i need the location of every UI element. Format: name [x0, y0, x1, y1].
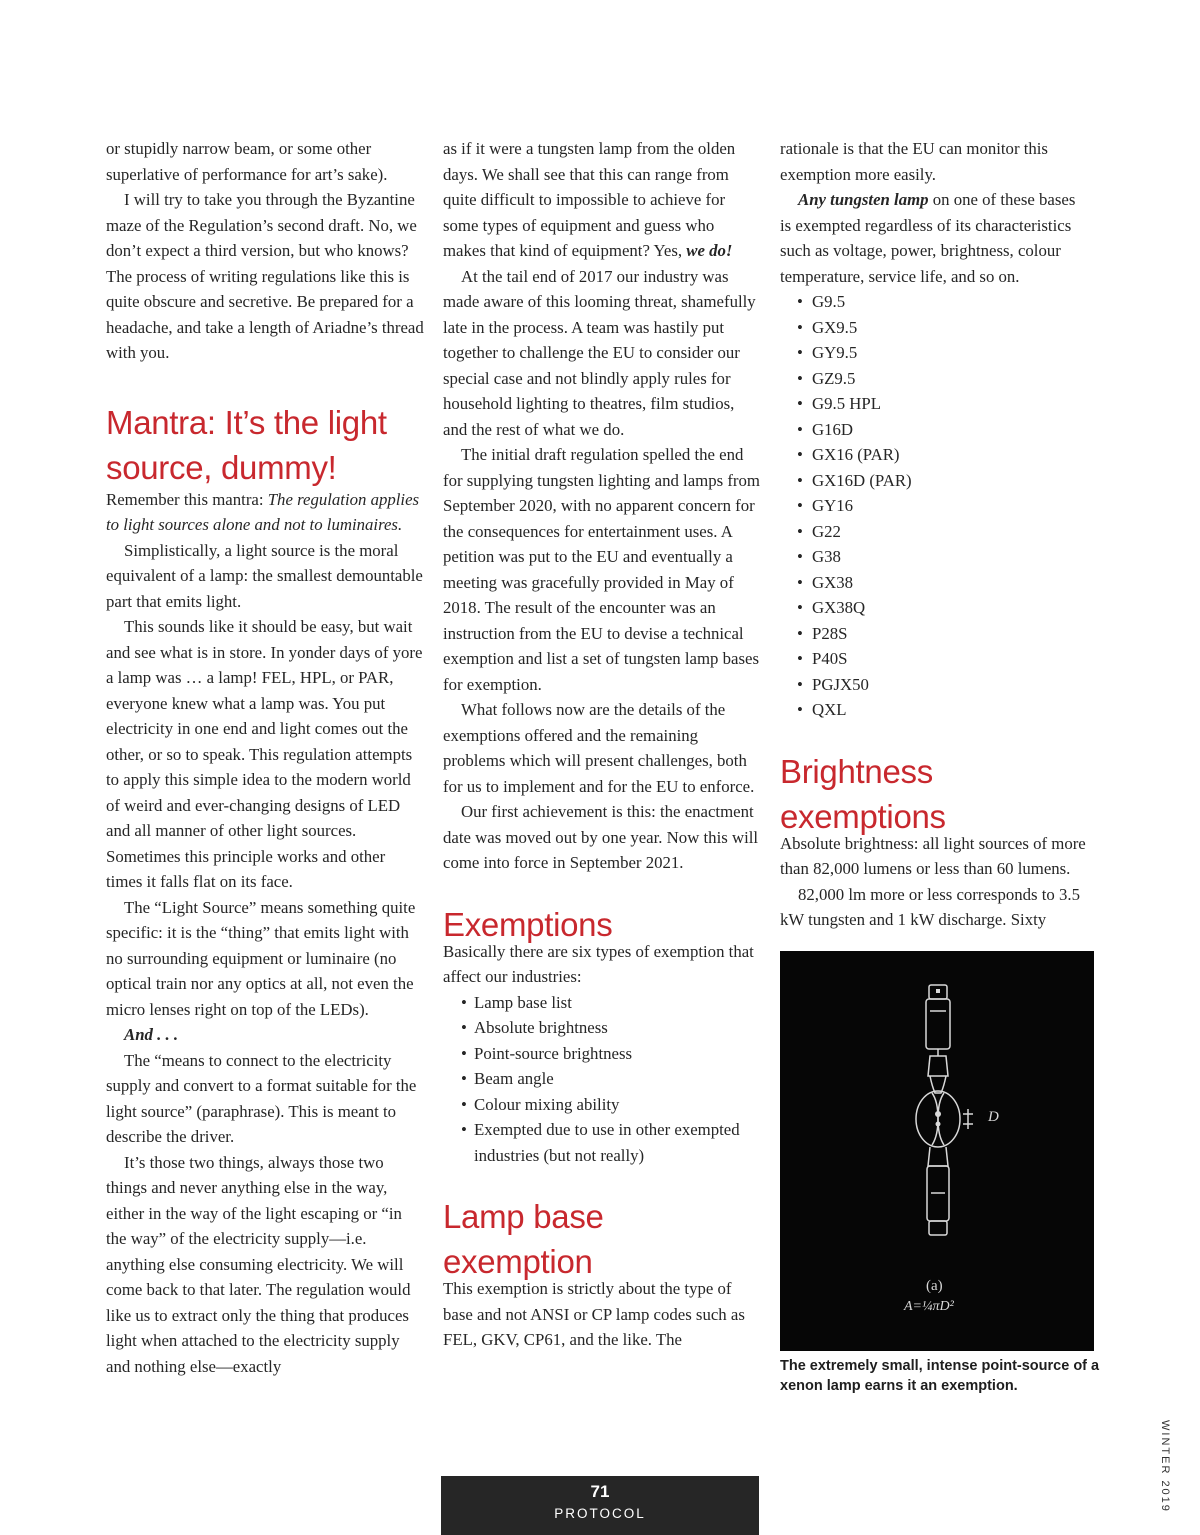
paragraph: This sounds like it should be easy, but wait and see what is in store. In yonder days of yore a lamp was … a lamp! FEL, HPL, or PAR, everyone knew what a lamp was. You put electricity in one end and light comes out the other, or so to speak. This regulation attempts to apply this simple idea to the modern world of weird and ever-changing designs of LED and all manner of other light sources. Sometimes this principle works and other times it falls flat on its face.: [106, 617, 423, 891]
bullet-icon: •: [461, 1120, 467, 1139]
bullet-icon: •: [461, 1094, 467, 1114]
list-item: • Absolute brightness: [443, 1015, 761, 1041]
bullet-icon: •: [797, 674, 803, 694]
mantra-quote: The regulation applies to light sources alone and not to luminaires.: [106, 489, 420, 534]
area-formula: A=¼πD²: [904, 1299, 954, 1314]
bullet-icon: •: [797, 623, 803, 643]
paragraph: The “Light Source” means something quite specific: it is the “thing” that emits light with no surrounding equipment or luminaire (no optical train nor any optics at all, not even the micro lenses right on top of the LEDs).: [106, 897, 416, 1019]
lamp-base-item: • PGJX50: [780, 672, 1090, 698]
bullet-icon: •: [797, 419, 803, 439]
bullet-icon: •: [461, 992, 467, 1012]
paragraph: This exemption is strictly about the type of base and not ANSI or CP lamp codes such as FEL, GKV, CP61, and the like. The: [443, 1279, 745, 1349]
section-heading-lamp-base: Lamp base exemption: [443, 1198, 604, 1280]
paragraph: [443, 136, 761, 264]
page-footer: [441, 1476, 759, 1535]
column-3: [780, 136, 1090, 933]
paragraph: or stupidly narrow beam, or some other superlative of performance for art’s sake).: [106, 139, 388, 184]
bullet-icon: •: [797, 547, 803, 566]
paragraph: What follows now are the details of the exemptions offered and the remaining problems which will present challenges, both for us to implement and for the EU to enforce.: [443, 700, 755, 796]
issue-label: [1159, 1420, 1171, 1513]
paragraph: Our first achievement is this: the enactment date was moved out by one year. Now this will come into force in September 2021.: [443, 802, 759, 872]
lamp-base-item: • GX16 (PAR): [780, 442, 1090, 468]
paragraph: The initial draft regulation spelled the end for supplying tungsten lighting and lamps from September 2020, with no apparent concern for the consequences for entertainment uses. A petition was put to the EU and eventually a meeting was gracefully provided in May of 2018. The result of the encounter was an instruction from the EU to devise a technical exemption and list a set of tungsten lamp bases for exemption.: [443, 445, 760, 694]
list-item: • Point-source brightness: [443, 1041, 761, 1067]
lamp-base-item: • GX16D (PAR): [780, 468, 1090, 494]
lamp-base-item: • G38: [780, 544, 1090, 570]
publication-name: PROTOCOL: [554, 1506, 646, 1521]
column-1: [106, 136, 424, 1379]
bullet-icon: •: [797, 394, 803, 413]
any-tungsten-emphasis: Any tungsten lamp: [798, 190, 929, 209]
bullet-icon: •: [797, 445, 803, 464]
lamp-base-item: • GZ9.5: [780, 366, 1090, 392]
lamp-base-item: • GY16: [780, 493, 1090, 519]
bullet-icon: •: [797, 368, 803, 388]
lamp-base-list: [780, 289, 1090, 723]
paragraph: rationale is that the EU can monitor this exemption more easily.: [780, 139, 1048, 184]
xenon-lamp-figure: [780, 951, 1094, 1351]
figure-caption: The extremely small, intense point-source of a xenon lamp earns it an exemption.: [780, 1358, 1100, 1394]
bullet-icon: •: [797, 343, 803, 362]
bullet-icon: •: [461, 1069, 467, 1088]
list-item: • Lamp base list: [443, 990, 761, 1016]
lamp-base-item: • GX38Q: [780, 595, 1090, 621]
section-heading-mantra: Mantra: It’s the light source, dummy!: [106, 403, 387, 486]
paragraph: Any tungsten lamp on one of these bases is exempted regardless of its characteristics such as voltage, power, brightness, colour temperature, service life, and so on.: [780, 190, 1076, 286]
bullet-icon: •: [797, 496, 803, 515]
paragraph: It’s those two things, always those two things and never anything else in the way, either in the way of the light escaping or “in the way” of the electricity supply—i.e. anything else consuming electricity. We will come back to that later. The regulation would like us to extract only the thing that produces light when attached to the electricity supply and nothing else—exactly: [106, 1152, 411, 1376]
lamp-base-item: • QXL: [780, 697, 1090, 723]
paragraph: At the tail end of 2017 our industry was made aware of this looming threat, shamefully late in the process. A team was hastily put together to challenge the EU to consider our special case and not blindly apply rules for household lighting to theatres, film studios, and the rest of what we do.: [443, 266, 756, 439]
bullet-icon: •: [797, 649, 803, 668]
bullet-icon: •: [797, 292, 803, 311]
lamp-base-item: • P40S: [780, 646, 1090, 672]
issue-text: WINTER 2019: [1159, 1420, 1171, 1513]
column-2: [443, 136, 761, 1353]
lamp-base-item: • P28S: [780, 621, 1090, 647]
paragraph: Absolute brightness: all light sources of more than 82,000 lumens or less than 60 lumens.: [780, 833, 1086, 878]
paragraph: The “means to connect to the electricity supply and convert to a format suitable for the light source” (paraphrase). This is meant to describe the driver.: [106, 1050, 417, 1146]
diameter-label: D: [988, 1109, 999, 1125]
paragraph: I will try to take you through the Byzantine maze of the Regulation’s second draft. No, we don’t expect a third version, but who knows? The process of writing regulations like this is quite obscure and secretive. Be prepared for a headache, and take a length of Ariadne’s thread with you.: [106, 190, 424, 362]
bullet-icon: •: [797, 598, 803, 617]
list-item: • Exempted due to use in other exempted industries (but not really): [443, 1117, 761, 1168]
bullet-icon: •: [797, 470, 803, 490]
paragraph: 82,000 lm more or less corresponds to 3.5 kW tungsten and 1 kW discharge. Sixty: [780, 884, 1080, 929]
lamp-base-item: • G9.5 HPL: [780, 391, 1090, 417]
paragraph: Simplistically, a light source is the moral equivalent of a lamp: the smallest demountable part that emits light.: [106, 540, 423, 611]
paragraph: [106, 1022, 424, 1048]
lamp-base-item: • G16D: [780, 417, 1090, 443]
section-heading-exemptions: Exemptions: [443, 905, 613, 943]
list-item: • Colour mixing ability: [443, 1092, 761, 1118]
lead-text: as if it were a tungsten lamp from the olden days. We shall see that this can range from quite difficult to impossible to achieve for some types of equipment and guess who makes that kind of equipment? Yes,: [443, 139, 736, 260]
list-item: • Beam angle: [443, 1066, 761, 1092]
paragraph: Basically there are six types of exemption that affect our industries:: [443, 941, 754, 986]
lamp-base-item: • GX9.5: [780, 315, 1090, 341]
lamp-base-item: • GX38: [780, 570, 1090, 596]
bullet-icon: •: [461, 1018, 467, 1037]
we-do-emphasis: we do!: [686, 241, 733, 260]
lamp-base-item: • G22: [780, 519, 1090, 545]
lamp-base-item: • G9.5: [780, 289, 1090, 315]
lead-text: Remember this mantra:: [106, 489, 268, 509]
and-emphasis: And . . .: [124, 1025, 179, 1044]
paragraph: [106, 487, 424, 538]
bullet-icon: •: [797, 700, 803, 719]
bullet-icon: •: [797, 572, 803, 592]
section-heading-brightness: Brightness exemptions: [780, 752, 946, 835]
exemption-list: [443, 990, 761, 1169]
bullet-icon: •: [797, 317, 803, 337]
figure-label-a: (a): [926, 1278, 943, 1294]
lamp-base-item: • GY9.5: [780, 340, 1090, 366]
bullet-icon: •: [461, 1043, 467, 1063]
page-number: 71: [590, 1482, 610, 1501]
bullet-icon: •: [797, 521, 803, 541]
